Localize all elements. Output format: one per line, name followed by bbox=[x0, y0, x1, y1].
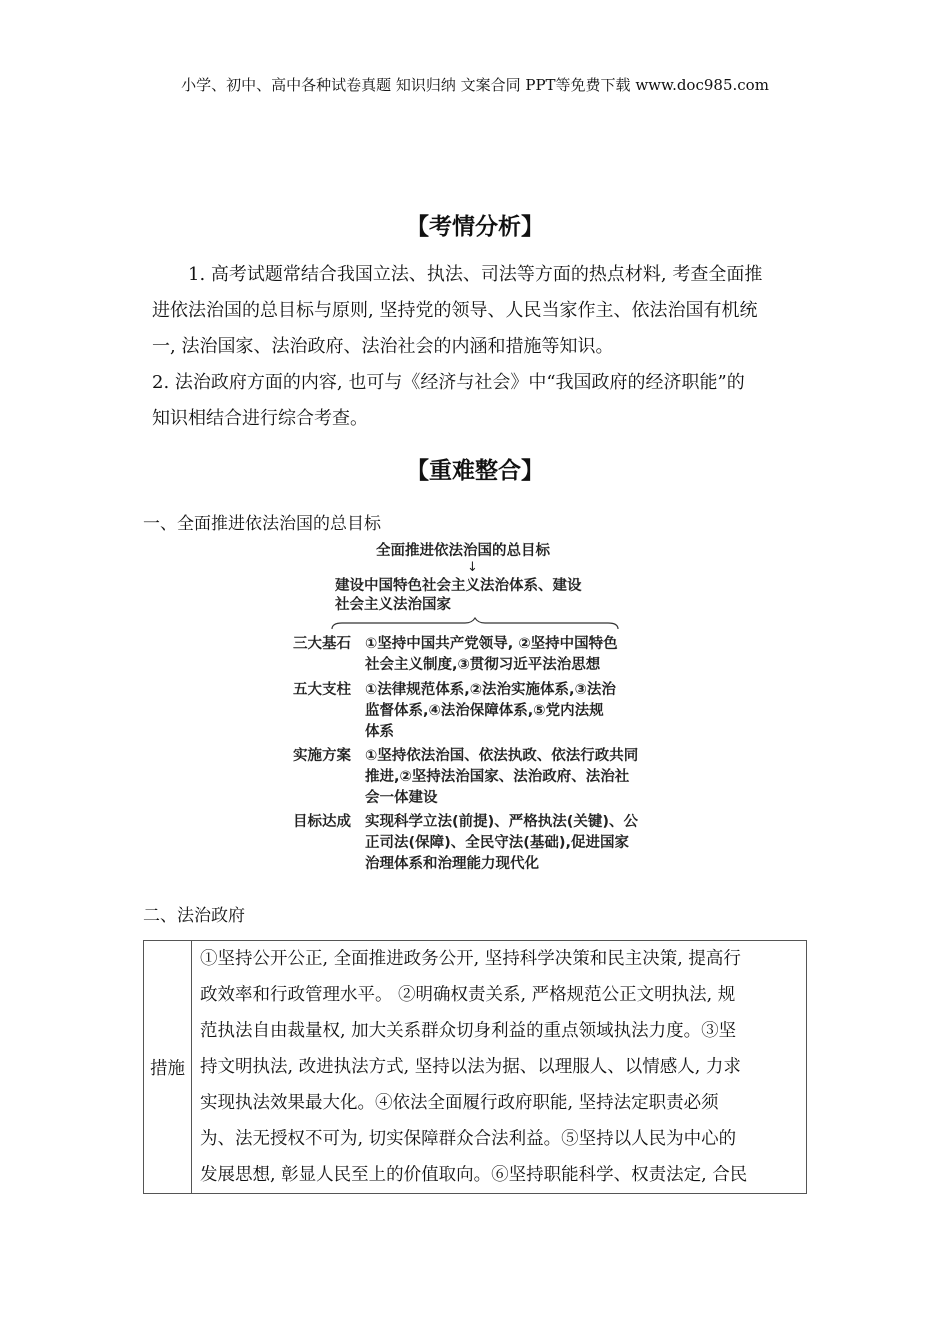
heading-exam-analysis: 【考情分析】 bbox=[406, 214, 544, 240]
text-line: ①坚持公开公正, 全面推进政务公开, 坚持科学决策和民主决策, 提高行 bbox=[200, 949, 741, 969]
text-line: 1. 高考试题常结合我国立法、执法、司法等方面的热点材料, 考查全面推 bbox=[152, 264, 763, 285]
row-label: 目标达成 bbox=[293, 814, 351, 830]
table-label: 措施 bbox=[144, 941, 192, 1194]
arrow-down-icon: ↓ bbox=[467, 560, 478, 575]
row-line: 治理体系和治理能力现代化 bbox=[365, 856, 539, 872]
text-line: 政效率和行政管理水平。 ②明确权责关系, 严格规范公正文明执法, 规 bbox=[200, 985, 736, 1005]
text-line: 发展思想, 彰显人民至上的价值取向。⑥坚持职能科学、权责法定, 合民 bbox=[200, 1165, 748, 1185]
analysis-paragraph bbox=[152, 257, 802, 437]
text-line: 持文明执法, 改进执法方式, 坚持以法为据、以理服人、以情感人, 力求 bbox=[200, 1057, 741, 1077]
row-label: 实施方案 bbox=[293, 748, 351, 764]
row-line: ①法律规范体系,②法治实施体系,③法治 bbox=[365, 682, 616, 698]
text-line: 进依法治国的总目标与原则, 坚持党的领导、人民当家作主、依法治国有机统 bbox=[152, 300, 758, 321]
row-line: ①坚持依法治国、依法执政、依法行政共同 bbox=[365, 748, 639, 764]
text-line: 知识相结合进行综合考查。 bbox=[152, 408, 368, 429]
row-line: 会一体建设 bbox=[365, 790, 438, 806]
row-line: 体系 bbox=[365, 724, 394, 740]
heading-key-points: 【重难整合】 bbox=[406, 458, 544, 484]
text-line: 为、法无授权不可为, 切实保障群众合法利益。⑤坚持以人民为中心的 bbox=[200, 1129, 737, 1149]
row-line: 实现科学立法(前提)、严格执法(关键)、公 bbox=[365, 814, 639, 830]
row-label: 五大支柱 bbox=[293, 682, 351, 698]
diagram-top: 全面推进依法治国的总目标 bbox=[376, 543, 550, 559]
page-header: 小学、初中、高中各种试卷真题 知识归纳 文案合同 PPT等免费下载 www.doc985.com bbox=[181, 76, 769, 94]
section-title: 二、法治政府 bbox=[143, 906, 245, 926]
text-line: 范执法自由裁量权, 加大关系群众切身利益的重点领域执法力度。③坚 bbox=[200, 1021, 737, 1041]
section-title: 一、全面推进依法治国的总目标 bbox=[143, 514, 381, 534]
text-line: 2. 法治政府方面的内容, 也可与《经济与社会》中“我国政府的经济职能”的 bbox=[152, 372, 745, 393]
diagram-goal: 建设中国特色社会主义法治体系、建设 bbox=[335, 578, 582, 594]
row-label: 三大基石 bbox=[293, 636, 351, 652]
row-line: 推进,②坚持法治国家、法治政府、法治社 bbox=[365, 769, 630, 785]
row-line: ①坚持中国共产党领导, ②坚持中国特色 bbox=[365, 636, 618, 652]
brace-icon bbox=[330, 617, 620, 631]
row-line: 正司法(保障)、全民守法(基础),促进国家 bbox=[365, 835, 630, 851]
row-line: 监督体系,④法治保障体系,⑤党内法规 bbox=[365, 703, 604, 719]
row-line: 社会主义制度,③贯彻习近平法治思想 bbox=[365, 657, 601, 673]
text-line: 实现执法效果最大化。④依法全面履行政府职能, 坚持法定职责必须 bbox=[200, 1093, 719, 1113]
table-content bbox=[192, 941, 807, 1194]
diagram-goal: 社会主义法治国家 bbox=[335, 597, 451, 613]
measures-table bbox=[143, 940, 807, 1194]
text-line: 一, 法治国家、法治政府、法治社会的内涵和措施等知识。 bbox=[152, 336, 614, 357]
